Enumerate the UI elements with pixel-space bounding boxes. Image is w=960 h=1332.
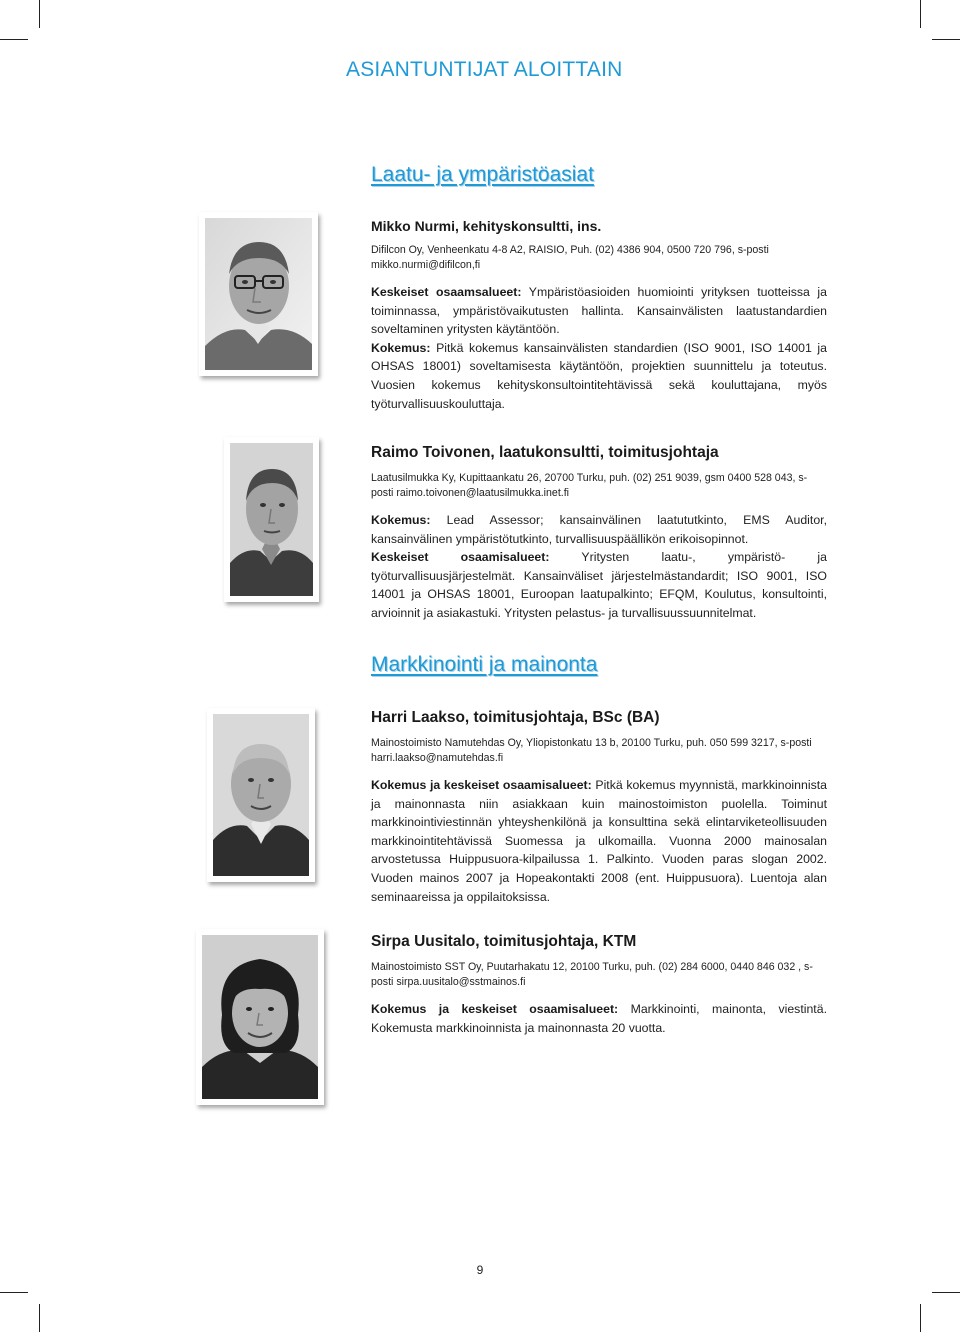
section-heading-quality: Laatu- ja ympäristöasiat xyxy=(371,163,594,186)
person-experience xyxy=(371,776,827,906)
crop-mark xyxy=(39,1304,40,1332)
person-name: Raimo Toivonen, laatukonsultti, toimitusjohtaja xyxy=(371,444,719,461)
person-expertise-text: Yritysten laatu-, ympäristö- ja työturvallisuusjärjestelmät. Kansainväliset järjestelmästandardit; ISO 9001, ISO 14001 ja OHSAS 18001, Euroopan laatupalkinto; EFQM, Koulutus, konsultointi, arvioinnit ja asiakastuki. Yritysten pelastus- ja turvallisuussuunnitelmat. xyxy=(371,550,827,620)
portrait-photo-frame xyxy=(196,929,324,1105)
person-experience xyxy=(371,1000,827,1037)
person-experience-label: Kokemus: xyxy=(371,340,431,355)
person-expertise-label: Keskeiset osaamisalueet: xyxy=(371,550,550,565)
person-contact: Laatusilmukka Ky, Kupittaankatu 26, 20700 Turku, puh. (02) 251 9039, gsm 0400 528 043, s-posti raimo.toivonen@laatusilmukka.inet.fi xyxy=(371,472,808,499)
portrait-photo-frame xyxy=(207,708,315,882)
crop-mark xyxy=(920,0,921,28)
person-name: Harri Laakso, toimitusjohtaja, BSc (BA) xyxy=(371,709,660,726)
person-experience-label: Kokemus ja keskeiset osaamisalueet: xyxy=(371,1002,619,1016)
portrait-photo-man-icon xyxy=(230,443,313,596)
crop-mark xyxy=(39,0,40,28)
person-expertise xyxy=(371,548,827,622)
person-expertise-label: Keskeiset osaamsalueet: xyxy=(371,285,522,299)
person-name: Mikko Nurmi, kehityskonsultti, ins. xyxy=(371,218,602,234)
person-experience-text: Pitkä kokemus myynnistä, markkinoinnista ja mainonnasta niin asiakkaan kuin mainostoimiston puolella. Toiminut markkinointiviestinnän yhteyshenkilönä ja konsulttina sekä elintarviketeollisuuden markkinointitehtävissä Suomessa ja ulkomailla. Vuonna 2000 mainosalan arvostetussa Huippusuora-kilpailussa 1. Palkinto. Vuoden paras slogan 2002. Vuoden mainos 2007 ja Hopeakontakti 2008 (ent. Huippusuora). Luentoja alan seminaareissa ja oppilaitoksissa. xyxy=(371,778,827,904)
crop-mark xyxy=(0,1292,28,1293)
crop-mark xyxy=(932,1292,960,1293)
person-experience-text: Markkinointi, mainonta, viestintä. Kokemusta markkinoinnista ja mainonnasta 20 vuotta. xyxy=(371,1002,827,1035)
person-experience xyxy=(371,511,827,548)
section-heading-marketing: Markkinointi ja mainonta xyxy=(371,653,598,676)
person-experience-text: Pitkä kokemus kansainvälisten standardien (ISO 9001, ISO 14001 ja OHSAS 18001) soveltamisesta käytäntöön, projektien suunnittelu ja toteutus. Vuosien kokemus kehityskonsultointitehtävissä sekä kouluttajana, myös työturvallisuuskouluttaja. xyxy=(371,340,827,411)
crop-mark xyxy=(932,39,960,40)
person-contact: Difilcon Oy, Venheenkatu 4-8 A2, RAISIO, Puh. (02) 4386 904, 0500 720 796, s-posti mikko.nurmi@difilcon,fi xyxy=(371,244,769,271)
person-expertise-text: Ympäristöasioiden huomiointi yrityksen tuotteissa ja toiminnassa, ympäristövaikutusten hallinta. Kansainvälisten laatustandardien soveltaminen yritysten käytäntöön. xyxy=(371,285,827,337)
portrait-photo-frame xyxy=(199,212,318,376)
portrait-photo-man-bald-icon xyxy=(213,714,309,876)
person-expertise xyxy=(371,283,827,339)
person-contact: Mainostoimisto Namutehdas Oy, Yliopistonkatu 13 b, 20100 Turku, puh. 050 599 3217, s-posti harri.laakso@namutehdas.fi xyxy=(371,737,812,764)
crop-mark xyxy=(0,39,28,40)
person-name: Sirpa Uusitalo, toimitusjohtaja, KTM xyxy=(371,933,637,950)
person-experience-text: Lead Assessor; kansainvälinen laatututkinto, EMS Auditor, kansainvälinen ympäristötutkinto, turvallisuuspäällikön erikoisopinnot. xyxy=(371,513,827,546)
person-experience-label: Kokemus ja keskeiset osaamisalueet: xyxy=(371,778,592,792)
page-number: 9 xyxy=(476,1263,484,1277)
portrait-photo-man-glasses-icon xyxy=(205,218,312,370)
page-title: ASIANTUNTIJAT ALOITTAIN xyxy=(346,58,623,81)
person-experience-label: Kokemus: xyxy=(371,513,431,527)
person-experience xyxy=(371,339,827,413)
crop-mark xyxy=(920,1304,921,1332)
person-contact: Mainostoimisto SST Oy, Puutarhakatu 12, 20100 Turku, puh. (02) 284 6000, 0440 846 032 , s-posti sirpa.uusitalo@sstmainos.fi xyxy=(371,961,813,988)
portrait-photo-frame xyxy=(224,437,319,602)
portrait-photo-woman-icon xyxy=(202,935,318,1099)
